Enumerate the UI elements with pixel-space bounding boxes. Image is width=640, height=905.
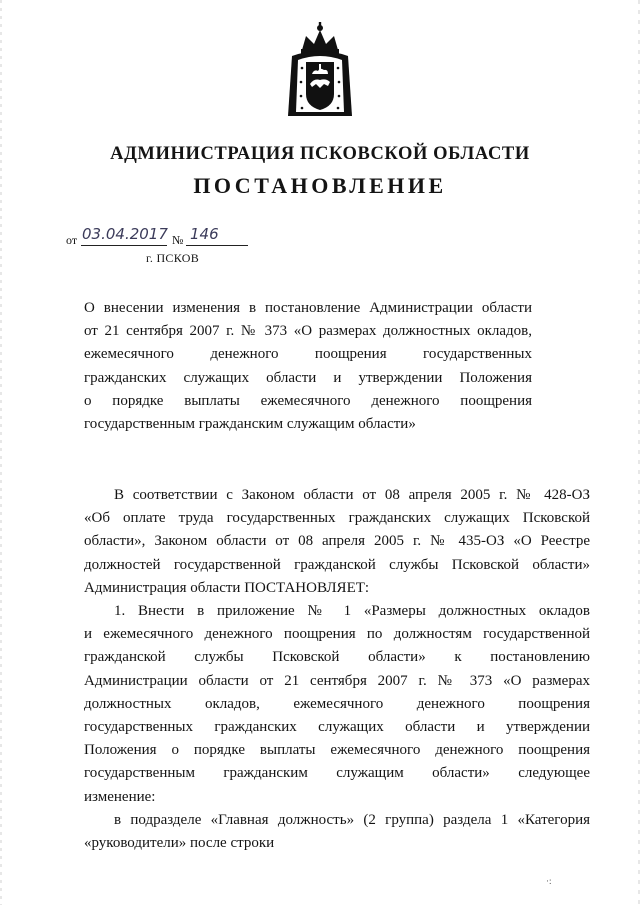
body-line: в подразделе «Главная должность» (2 группа) раздела 1 «Категория: [114, 811, 590, 828]
body-line: должностей государственной гражданской службы Псковской области»: [84, 556, 590, 573]
body-line: «руководители» после строки: [84, 835, 275, 852]
body-line: и ежемесячного денежного поощрения по должностям государственной: [84, 626, 590, 643]
body-line: должностных окладов, ежемесячного денежного поощрения: [84, 695, 590, 712]
handwritten-number: 146: [190, 225, 219, 243]
body-line: Администрации области от 21 сентября 2007 г. № 373 «О размерах: [84, 672, 590, 689]
body-line: гражданской службы Псковской области» к постановлению: [84, 649, 590, 666]
subject-line: гражданских служащих области и утверждении Положения: [84, 369, 532, 386]
date-underline: [81, 245, 167, 246]
handwritten-date: 03.04.2017: [82, 225, 168, 243]
subject-line: о порядке выплаты ежемесячного денежного поощрения: [84, 392, 532, 409]
date-number-line: [66, 225, 266, 247]
date-prefix: от: [66, 233, 78, 247]
body-line: изменение:: [84, 788, 156, 805]
body-line: государственных гражданских служащих области и утверждении: [84, 719, 590, 736]
body-line: «Об оплате труда государственных гражданских служащих Псковской: [84, 510, 590, 527]
pskov-coat-of-arms-icon: [284, 20, 356, 120]
scan-speck: ·:: [546, 876, 552, 886]
number-prefix: №: [172, 233, 184, 247]
subject-line: ежемесячного денежного поощрения государственных: [84, 346, 532, 363]
org-title: АДМИНИСТРАЦИЯ ПСКОВСКОЙ ОБЛАСТИ: [110, 144, 530, 164]
document-subject: [84, 297, 532, 436]
body-line: В соответствии с Законом области от 08 апреля 2005 г. № 428-ОЗ: [114, 487, 590, 503]
body-line: Положения о порядке выплаты ежемесячного денежного поощрения: [84, 742, 590, 759]
number-underline: [186, 245, 248, 246]
body-line: области», Законом области от 08 апреля 2005 г. № 435-ОЗ «О Реестре: [84, 533, 590, 550]
body-line: 1. Внести в приложение № 1 «Размеры должностных окладов: [114, 603, 590, 620]
body-line: государственным гражданским служащим области» следующее: [84, 765, 590, 782]
subject-line: О внесении изменения в постановление Администрации области: [84, 300, 532, 316]
subject-line: государственным гражданским служащим области»: [84, 416, 416, 433]
document-type: ПОСТАНОВЛЕНИЕ: [193, 173, 447, 198]
scan-left-edge: [0, 0, 2, 905]
subject-line: от 21 сентября 2007 г. № 373 «О размерах должностных окладов,: [84, 323, 532, 340]
city-label: г. ПСКОВ: [146, 251, 200, 265]
body-line: Администрация области ПОСТАНОВЛЯЕТ:: [84, 579, 370, 596]
document-body: [84, 484, 590, 855]
